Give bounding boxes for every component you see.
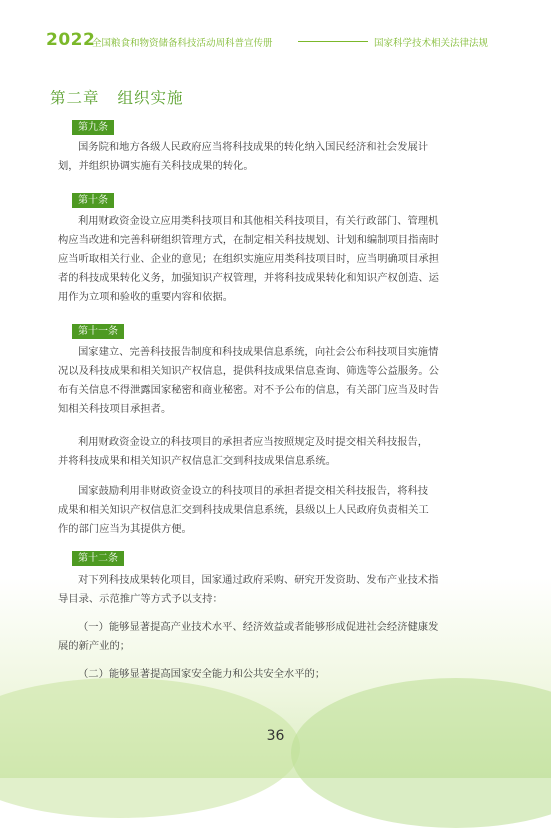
page-number: 36 xyxy=(266,728,285,744)
header-title: 全国粮食和物资储备科技活动周科普宣传册 xyxy=(92,38,273,49)
page-header xyxy=(0,0,551,58)
article-paragraph xyxy=(58,433,504,471)
text-line: 导目录、示范推广等方式予以支持： xyxy=(58,593,223,605)
article-paragraph xyxy=(58,571,504,609)
article-paragraph xyxy=(58,343,504,419)
article-paragraph xyxy=(58,482,504,539)
article-tag: 第十二条 xyxy=(72,551,124,566)
text-line: 布有关信息不得泄露国家秘密和商业秘密。对不予公布的信息，有关部门应当及时告 xyxy=(58,384,439,396)
text-line: （一）能够显著提高产业技术水平、经济效益或者能够形成促进社会经济健康发 xyxy=(78,621,439,633)
header-subtitle: 国家科学技术相关法律法规 xyxy=(374,38,489,49)
article-tag: 第九条 xyxy=(72,120,114,135)
text-line: 构应当改进和完善科研组织管理方式，在制定相关科技规划、计划和编制项目指南时 xyxy=(58,234,439,246)
article-tag: 第十一条 xyxy=(72,324,124,339)
text-line: 利用财政资金设立的科技项目的承担者应当按照规定及时提交相关科技报告， xyxy=(78,436,429,448)
article-paragraph xyxy=(58,618,504,656)
header-year: 2022 xyxy=(46,30,96,50)
text-line: 知相关科技项目承担者。 xyxy=(58,403,172,415)
chapter-number: 第二章 xyxy=(50,89,100,107)
text-line: 利用财政资金设立应用类科技项目和其他相关科技项目，有关行政部门、管理机 xyxy=(78,215,439,227)
chapter-title: 组织实施 xyxy=(117,89,184,107)
header-divider xyxy=(298,41,368,42)
article-paragraph xyxy=(58,138,504,176)
text-line: 况以及科技成果和相关知识产权信息，提供科技成果信息查询、筛选等公益服务。公 xyxy=(58,365,439,377)
article-paragraph xyxy=(58,212,504,307)
text-line: 划，并组织协调实施有关科技成果的转化。 xyxy=(58,160,254,172)
text-line: 国务院和地方各级人民政府应当将科技成果的转化纳入国民经济和社会发展计 xyxy=(78,141,429,153)
article-tag: 第十条 xyxy=(72,193,114,208)
text-line: 并将科技成果和相关知识产权信息汇交到科技成果信息系统。 xyxy=(58,455,337,467)
text-line: 成果和相关知识产权信息汇交到科技成果信息系统，县级以上人民政府负责相关工 xyxy=(58,504,429,516)
chapter-heading xyxy=(50,86,184,108)
text-line: 用作为立项和验收的重要内容和依据。 xyxy=(58,291,234,303)
text-line: 展的新产业的； xyxy=(58,640,131,652)
text-line: 作的部门应当为其提供方便。 xyxy=(58,523,192,535)
text-line: 国家建立、完善科技报告制度和科技成果信息系统，向社会公布科技项目实施情 xyxy=(78,346,439,358)
text-line: （二）能够显著提高国家安全能力和公共安全水平的； xyxy=(78,668,326,680)
article-paragraph xyxy=(58,665,504,684)
text-line: 应当听取相关行业、企业的意见；在组织实施应用类科技项目时，应当明确项目承担 xyxy=(58,253,439,265)
text-line: 者的科技成果转化义务，加强知识产权管理，并将科技成果转化和知识产权创造、运 xyxy=(58,272,439,284)
text-line: 国家鼓励利用非财政资金设立的科技项目的承担者提交相关科技报告，将科技 xyxy=(78,485,429,497)
text-line: 对下列科技成果转化项目，国家通过政府采购、研究开发资助、发布产业技术指 xyxy=(78,574,439,586)
